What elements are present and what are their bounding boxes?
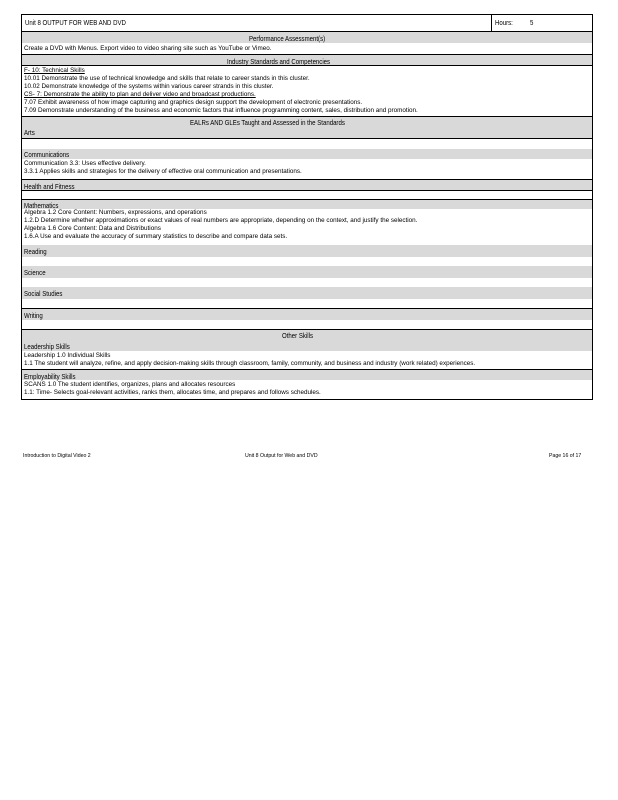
communications-line: 3.3.1 Applies skills and strategies for the delivery of effective oral communication and presentations. xyxy=(24,168,302,175)
mathematics-line: Algebra 1.2 Core Content: Numbers, expressions, and operations xyxy=(24,209,207,216)
industry-line: 7.07 Exhibit awareness of how image capturing and graphics design support the development of electronic presentations. xyxy=(24,99,363,106)
performance-heading-row xyxy=(22,32,592,43)
health-label-row xyxy=(22,179,592,191)
performance-heading: Performance Assessment(s) xyxy=(249,34,326,43)
mathematics-list xyxy=(22,209,592,245)
footer-course: Introduction to Digital Video 2 xyxy=(23,453,91,459)
industry-line: 7.09 Demonstrate understanding of the business and economic factors that influence programming content, sales, distribution and promotion. xyxy=(24,107,418,114)
mathematics-line: 1.2.D Determine whether approximations or exact values of real numbers are appropriate, depending on the context, and justify the selection. xyxy=(24,217,418,224)
employability-label: Employability Skills xyxy=(24,372,76,381)
spacer xyxy=(22,191,592,199)
unit-title: Unit 8 OUTPUT FOR WEB AND DVD xyxy=(25,18,126,27)
writing-label-row xyxy=(22,308,592,320)
mathematics-line: 1.6.A Use and evaluate the accuracy of summary statistics to describe and compare data sets. xyxy=(24,233,288,240)
spacer xyxy=(22,320,592,329)
spacer xyxy=(22,278,592,287)
health-label: Health and Fitness xyxy=(24,182,75,191)
reading-label-row xyxy=(22,245,592,257)
employability-list xyxy=(22,380,592,399)
social-label-row xyxy=(22,287,592,299)
curriculum-table xyxy=(21,14,593,400)
spacer xyxy=(22,299,592,308)
footer-page-number: Page 16 of 17 xyxy=(549,453,582,459)
reading-label: Reading xyxy=(24,247,47,256)
writing-label: Writing xyxy=(24,311,43,320)
footer-unit: Unit 8 Output for Web and DVD xyxy=(245,453,318,459)
mathematics-label-row xyxy=(22,199,592,209)
hours-value: 5 xyxy=(530,18,534,27)
leadership-list xyxy=(22,351,592,369)
employability-line: SCANS 1.0 The student identifies, organizes, plans and allocates resources xyxy=(24,381,236,388)
employability-label-row xyxy=(22,369,592,380)
ealrs-heading-row xyxy=(22,117,592,139)
other-skills-heading: Other Skills xyxy=(282,331,313,340)
science-label-row xyxy=(22,266,592,278)
industry-line: F- 10: Technical Skills xyxy=(24,67,85,74)
unit-title-bar xyxy=(22,15,592,32)
industry-line: 10.01 Demonstrate the use of technical knowledge and skills that relate to career stands in this cluster. xyxy=(24,75,310,82)
performance-text-row xyxy=(22,43,592,55)
ealrs-heading: EALRs AND GLEs Taught and Assessed in the Standards xyxy=(190,118,345,127)
spacer xyxy=(22,257,592,266)
industry-line: CS- 7: Demonstrate the ability to plan and deliver video and broadcast productions. xyxy=(24,91,256,98)
other-skills-heading-row xyxy=(22,329,592,351)
arts-label: Arts xyxy=(24,128,35,137)
science-label: Science xyxy=(24,268,46,277)
spacer xyxy=(22,139,592,149)
employability-line: 1.1: Time- Selects goal-relevant activities, ranks them, allocates time, and prepares and follows schedules. xyxy=(24,389,321,396)
communications-label-row xyxy=(22,149,592,159)
leadership-label: Leadership Skills xyxy=(24,342,70,351)
communications-line: Communication 3.3: Uses effective delivery. xyxy=(24,160,146,167)
social-label: Social Studies xyxy=(24,289,63,298)
industry-heading: Industry Standards and Competencies xyxy=(227,57,331,66)
mathematics-label: Mathematics xyxy=(24,201,59,210)
mathematics-line: Algebra 1.6 Core Content: Data and Distributions xyxy=(24,225,161,232)
industry-standards-list xyxy=(22,66,592,117)
communications-label: Communications xyxy=(24,150,70,159)
communications-list xyxy=(22,159,592,179)
industry-heading-row xyxy=(22,55,592,66)
hours-label: Hours: xyxy=(495,18,513,27)
leadership-line: 1.1 The student will analyze, refine, and apply decision-making skills through classroom, family, community, and business and industry (work related) experiences. xyxy=(24,360,476,367)
industry-line: 10.02 Demonstrate knowledge of the systems within various career strands in this cluster. xyxy=(24,83,274,90)
performance-text: Create a DVD with Menus. Export video to video sharing site such as YouTube or Vimeo. xyxy=(24,45,272,52)
leadership-line: Leadership 1.0 Individual Skills xyxy=(24,352,111,359)
